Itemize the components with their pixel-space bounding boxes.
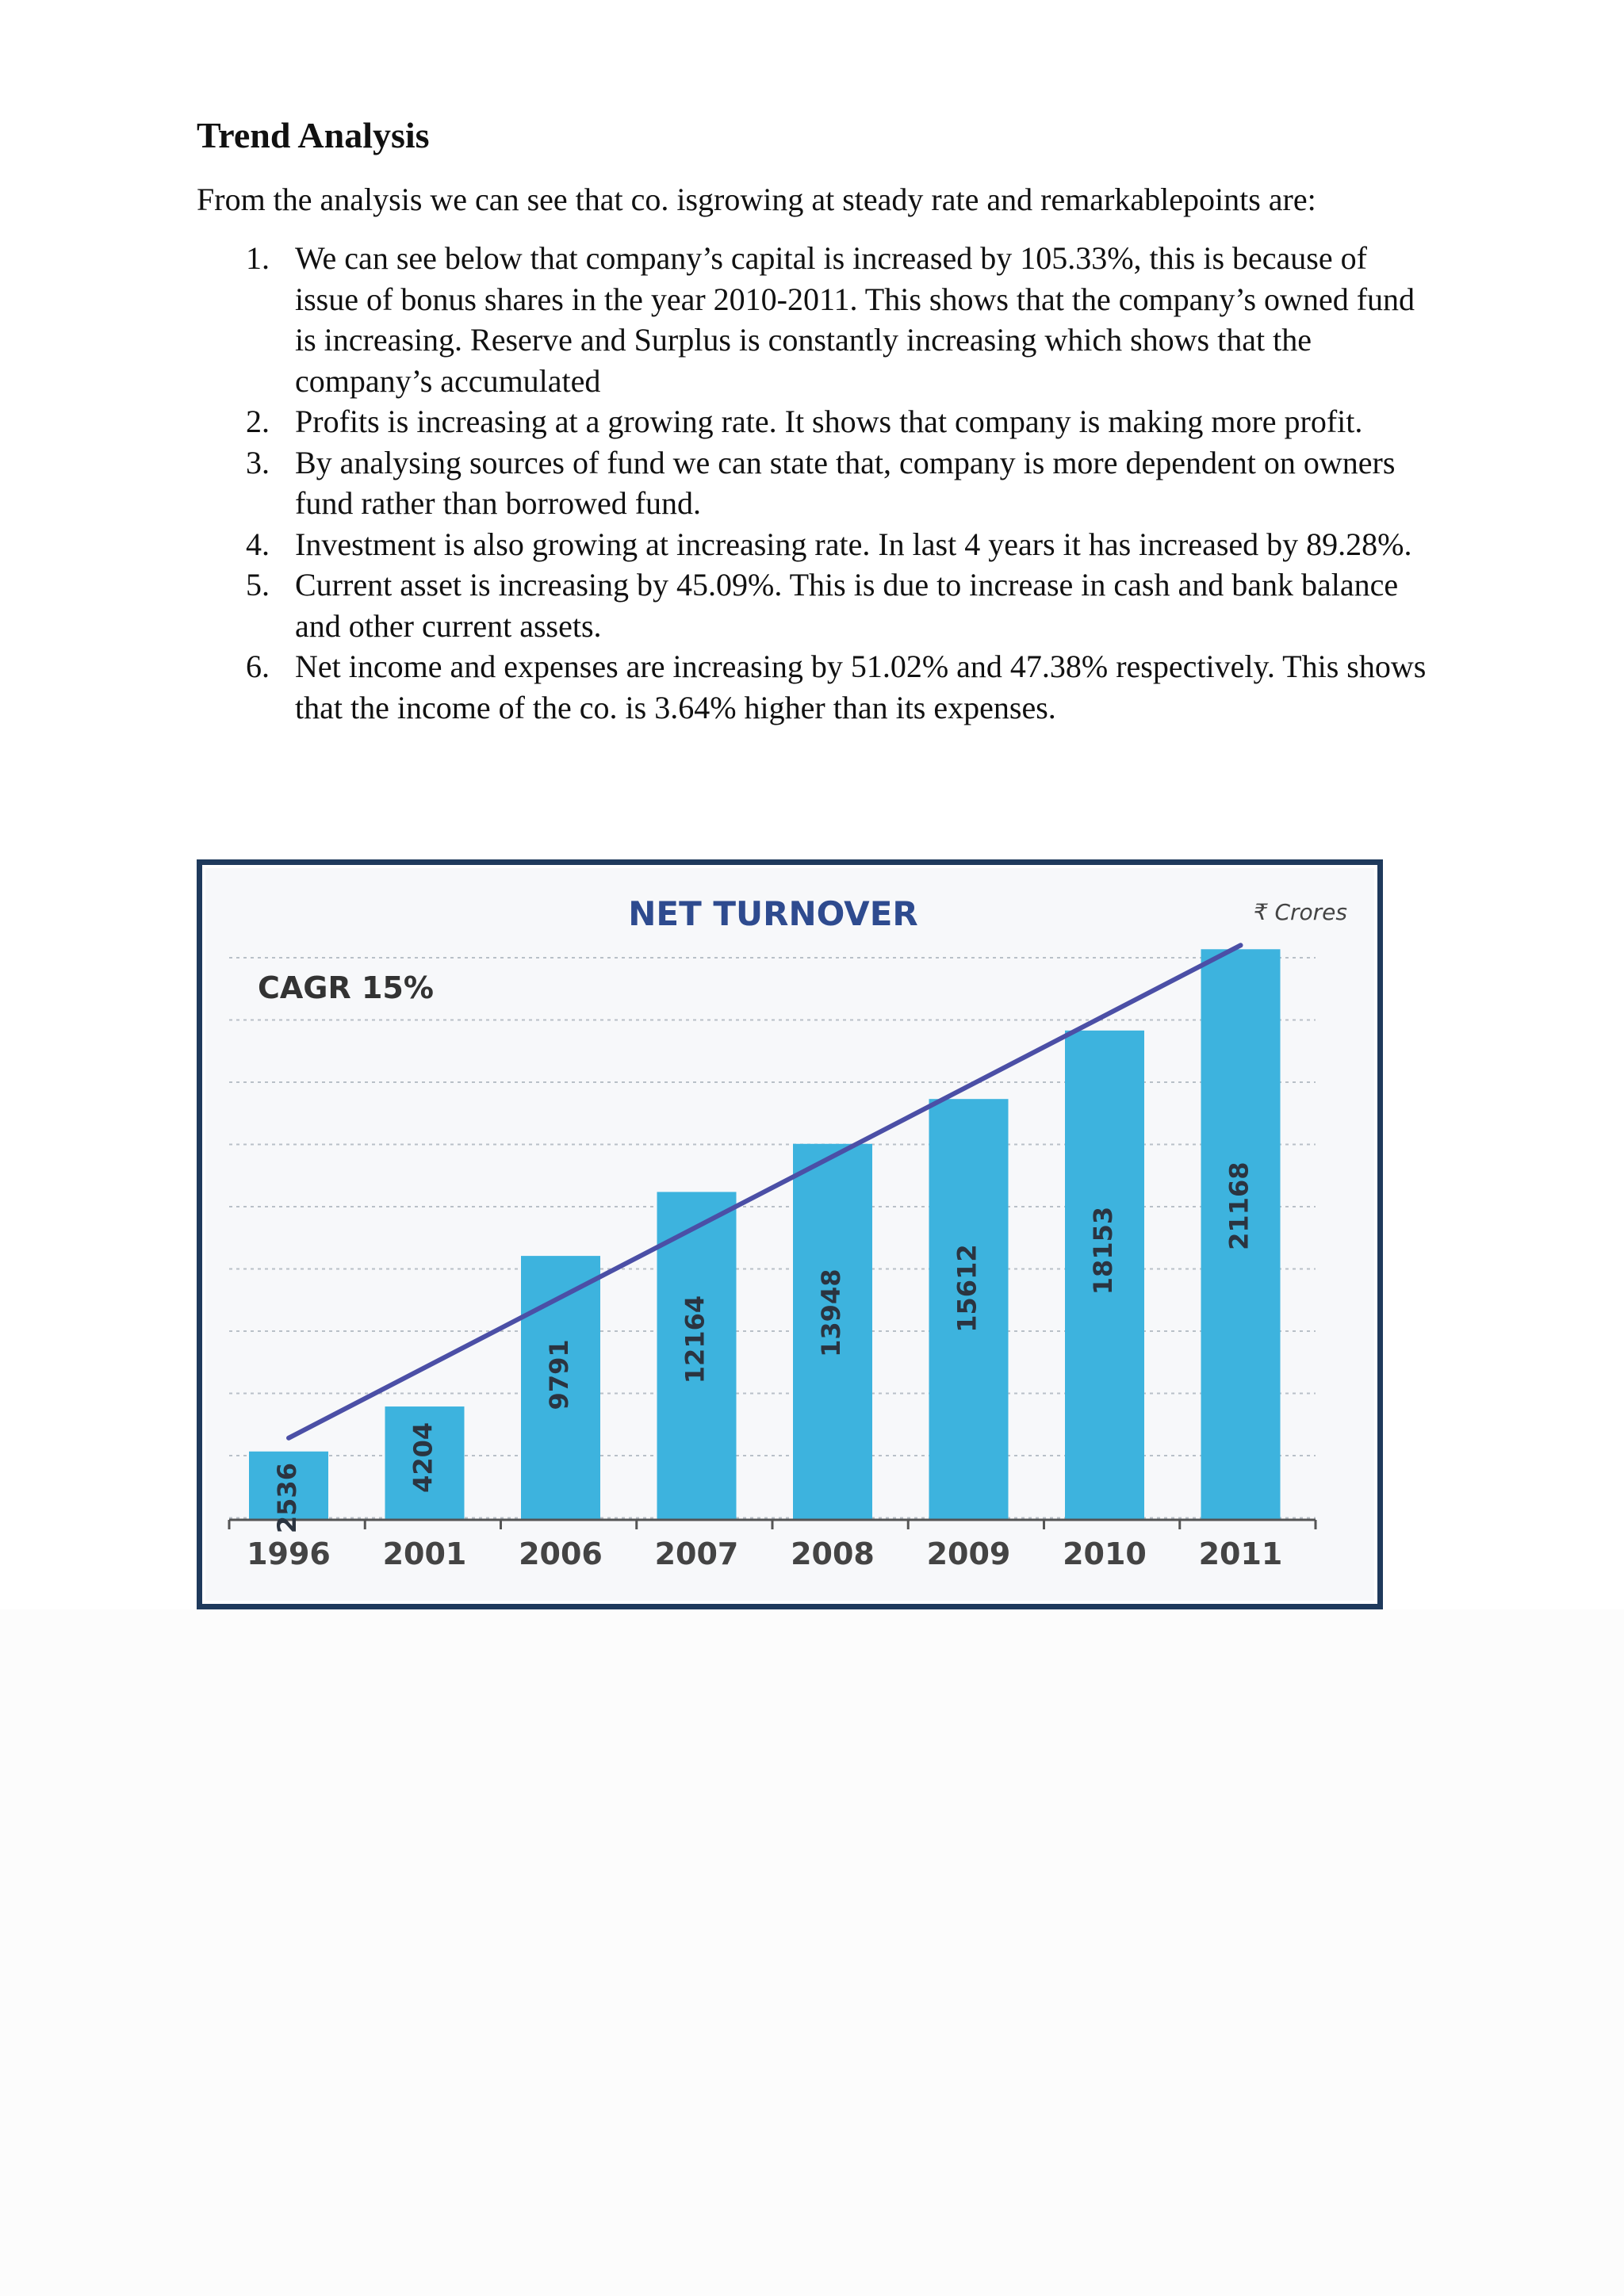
x-tick-label: 2006 [519, 1536, 603, 1571]
data-label: 2536 [272, 1463, 302, 1534]
list-item [197, 646, 1434, 728]
list-item [197, 401, 1434, 442]
x-tick-label: 2010 [1063, 1536, 1147, 1571]
x-tick-label: 2001 [382, 1536, 467, 1571]
chart-title: NET TURNOVER [628, 894, 918, 933]
data-label: 12164 [680, 1295, 710, 1384]
data-label: 21168 [1224, 1161, 1254, 1250]
list-item [197, 524, 1434, 565]
x-tick-label: 2009 [926, 1536, 1011, 1571]
list-item-number: 5. [246, 567, 270, 603]
x-tick-label: 1996 [247, 1536, 331, 1571]
list-item [197, 238, 1434, 401]
data-label: 15612 [952, 1244, 982, 1333]
list-item-text: By analysing sources of fund we can state that, company is more dependent on owners fund rather than borrowed fund. [295, 444, 1396, 521]
list-item-number: 2. [246, 404, 270, 439]
list-item [197, 442, 1434, 524]
x-tick-label: 2008 [791, 1536, 875, 1571]
page-title: Trend Analysis [197, 115, 430, 155]
data-label: 4204 [408, 1422, 439, 1493]
x-tick-label: 2007 [654, 1536, 739, 1571]
net-turnover-figure [197, 859, 1383, 1609]
data-label: 9791 [544, 1339, 574, 1410]
intro-paragraph: From the analysis we can see that co. isgrowing at steady rate and remarkablepoints are: [197, 182, 1316, 217]
cagr-annotation: CAGR 15% [258, 970, 434, 1005]
list-item [197, 564, 1434, 646]
list-item-text: Current asset is increasing by 45.09%. This is due to increase in cash and bank balance and other current assets. [295, 567, 1399, 644]
page-lower-area [0, 1609, 1624, 2296]
list-item-text: Investment is also growing at increasing rate. In last 4 years it has increased by 89.28%. [295, 526, 1412, 562]
remarkable-points-list [197, 238, 1434, 728]
document-body [197, 111, 1434, 728]
list-item-number: 3. [246, 444, 270, 480]
data-label: 18153 [1088, 1206, 1118, 1295]
bars [249, 949, 1281, 1520]
net-turnover-chart [205, 868, 1374, 1601]
x-axis [229, 1520, 1316, 1571]
list-item-number: 1. [246, 240, 270, 276]
x-tick-label: 2011 [1198, 1536, 1283, 1571]
unit-label: ₹ Crores [1253, 899, 1347, 925]
list-item-number: 6. [246, 649, 270, 684]
list-item-text: Net income and expenses are increasing by 51.02% and 47.38% respectively. This shows that the income of the co. is 3.64% higher than its expenses. [295, 649, 1427, 725]
list-item-text: Profits is increasing at a growing rate. It shows that company is making more profit. [295, 404, 1363, 439]
data-label: 13948 [816, 1269, 846, 1357]
list-item-text: We can see below that company’s capital is increased by 105.33%, this is because of issue of bonus shares in the year 2010-2011. This shows that the company’s owned fund is increasing. Reserve and Surplus is constantly increasing which shows that the company’s accumulated [295, 240, 1415, 399]
list-item-number: 4. [246, 526, 270, 562]
chart-panel [202, 865, 1377, 1604]
